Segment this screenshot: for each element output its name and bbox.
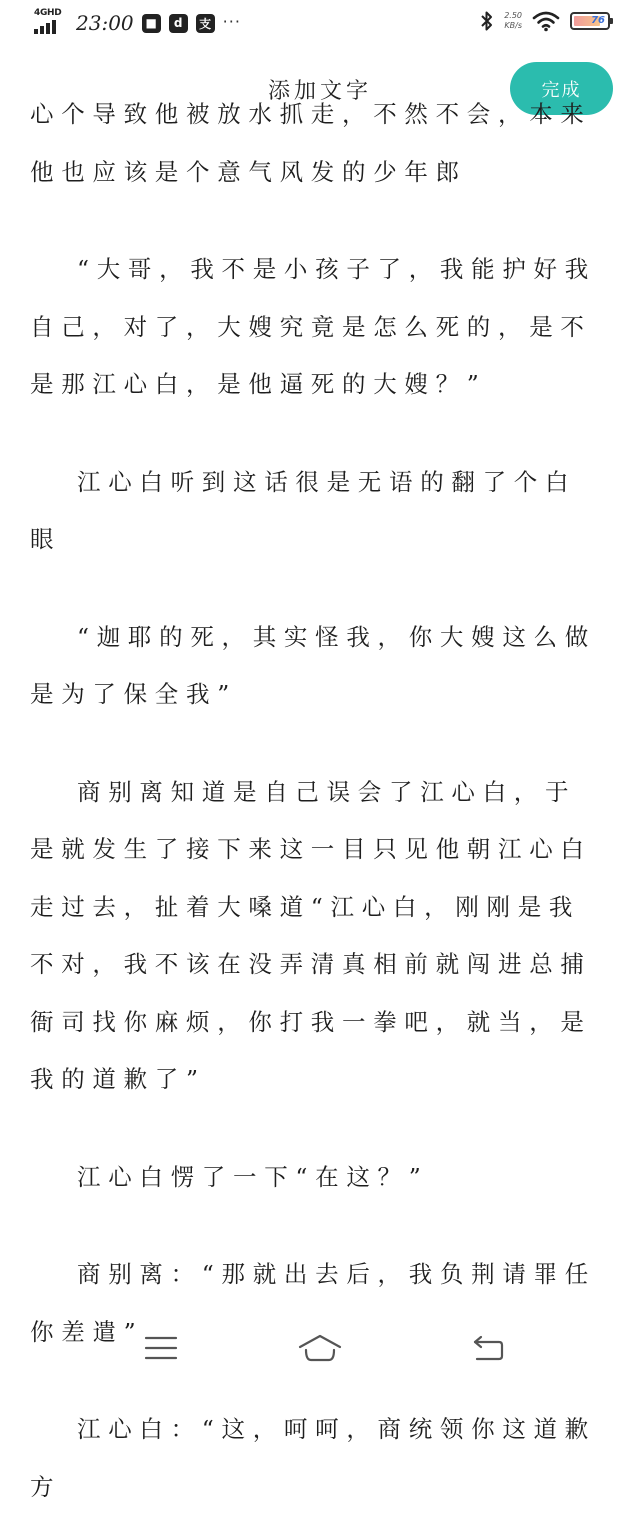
paragraph: 江心白：“这，呵呵，商统领你这道歉方: [30, 1415, 596, 1501]
back-button[interactable]: [464, 1328, 512, 1368]
paragraph: 心个导致他被放水抓走，不然不会，本来他也应该是个意气风发的少年郎: [30, 100, 592, 186]
battery-icon: [570, 12, 610, 30]
clock: 23:00: [76, 11, 134, 35]
navigation-bar: [0, 1310, 640, 1387]
text-editor[interactable]: [30, 100, 596, 1501]
more-notifications-icon: ···: [222, 11, 241, 31]
done-button[interactable]: 完成: [510, 62, 613, 115]
bluetooth-icon: [480, 10, 494, 32]
home-button[interactable]: [296, 1328, 344, 1368]
status-left: [34, 10, 241, 36]
notification-app-icon: ■: [142, 14, 161, 33]
paragraph: 江心白听到这话很是无语的翻了个白眼: [30, 467, 577, 553]
network-type: 4GHD: [34, 8, 62, 18]
text-content[interactable]: [30, 86, 596, 1516]
paragraph: “大哥，我不是小孩子了，我能护好我自己，对了，大嫂究竟是怎么死的，是不是那江心白，是他逼死的大嫂？”: [30, 255, 596, 398]
status-right: [480, 10, 610, 32]
paragraph: 商别离：“那就出去后，我负荆请罪任你差遣”: [30, 1260, 596, 1346]
signal-icon: [34, 10, 64, 36]
battery-level: 76: [591, 15, 605, 26]
back-icon: [471, 1333, 505, 1363]
notification-alipay-icon: 支: [196, 14, 215, 33]
signal-bars: [34, 20, 56, 34]
wifi-icon: [532, 10, 560, 32]
paragraph: 商别离知道是自己误会了江心白，于是就发生了接下来这一目只见他朝江心白走过去，扯着大嗓道“江心白，刚刚是我不对，我不该在没弄清真相前就闯进总捕衙司找你麻烦，你打我一拳吧，就当，是我的道歉了”: [30, 777, 592, 1093]
status-bar: [0, 0, 640, 48]
speed-unit: KB/s: [504, 21, 522, 30]
notification-music-icon: d: [169, 14, 188, 33]
menu-button[interactable]: [137, 1328, 185, 1368]
paragraph: 江心白愣了一下“在这？”: [77, 1162, 429, 1191]
page-title: 添加文字: [267, 79, 372, 104]
paragraph: “迦耶的死，其实怪我，你大嫂这么做是为了保全我”: [30, 622, 596, 708]
speed-value: 2.50: [504, 11, 522, 20]
home-icon: [297, 1333, 343, 1363]
network-speed: [504, 11, 522, 31]
menu-icon: [144, 1334, 178, 1362]
